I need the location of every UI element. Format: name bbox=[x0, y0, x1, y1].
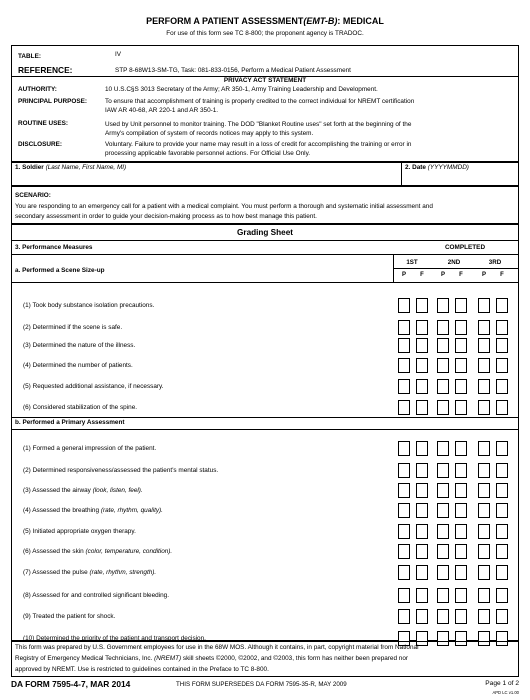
section-b-item-1 bbox=[23, 445, 156, 452]
footer-note-line-2b: skill sheets ©2000, ©2002, and ©2003, this form has neither been prepared nor bbox=[182, 655, 409, 662]
section-b-item-6-pass-checkbox-1[interactable] bbox=[398, 544, 410, 559]
completed-label: COMPLETED bbox=[444, 244, 486, 251]
table-value: IV bbox=[115, 51, 122, 58]
section-b-item-hint: (rate, rhythm, quality). bbox=[100, 507, 163, 514]
form-subtitle: For use of this form see TC 8-800; the proponent agency is TRADOC. bbox=[166, 30, 364, 37]
section-b-item-6-fail-checkbox-2[interactable] bbox=[455, 544, 467, 559]
section-a-item-5-fail-checkbox-3[interactable] bbox=[496, 379, 508, 394]
section-a-item-6-pass-checkbox-2[interactable] bbox=[437, 400, 449, 415]
section-b-item-8 bbox=[23, 592, 169, 599]
section-b-item-8-fail-checkbox-2[interactable] bbox=[455, 588, 467, 603]
soldier-hint: (Last Name, First Name, MI) bbox=[45, 164, 127, 171]
section-b-item-text: (10) Determined the priority of the patient and transport decision. bbox=[23, 635, 206, 642]
section-b-item-9-pass-checkbox-3[interactable] bbox=[478, 609, 490, 624]
section-b-item-6-fail-checkbox-1[interactable] bbox=[416, 544, 428, 559]
table-label: TABLE: bbox=[18, 53, 41, 60]
section-b-item-3-pass-checkbox-1[interactable] bbox=[398, 483, 410, 498]
section-b-item-9-fail-checkbox-2[interactable] bbox=[455, 609, 467, 624]
section-b-item-hint: (look, listen, feel). bbox=[92, 487, 143, 494]
section-a-item-text: (6) Considered stabilization of the spine. bbox=[23, 404, 138, 411]
section-a-item-5 bbox=[23, 383, 164, 390]
form-title bbox=[0, 16, 530, 26]
section-b-item-text: (8) Assessed for and controlled significant bleeding. bbox=[23, 592, 170, 599]
section-a-item-2-pass-checkbox-3[interactable] bbox=[478, 320, 490, 335]
section-a-item-3-fail-checkbox-1[interactable] bbox=[416, 338, 428, 353]
section-a-item-4 bbox=[23, 362, 133, 369]
section-a-item-3 bbox=[23, 342, 135, 349]
attempt-header-2: 2ND bbox=[447, 259, 461, 266]
authority-label: AUTHORITY: bbox=[18, 86, 57, 93]
version-label: APD LC v1.00 bbox=[492, 690, 519, 695]
section-a-item-2 bbox=[23, 324, 122, 331]
scenario-line-2: secondary assessment in order to guide your decision-making process as to how best manage this patient. bbox=[15, 213, 317, 220]
section-b-item-9 bbox=[23, 613, 115, 620]
footer-note-line-2-em: (NREMT) bbox=[154, 655, 182, 662]
page-number: Page 1 of 2 bbox=[485, 680, 519, 687]
pf-header-p-1: P bbox=[401, 272, 406, 278]
section-a-item-1-pass-checkbox-2[interactable] bbox=[437, 298, 449, 313]
section-b-item-8-pass-checkbox-3[interactable] bbox=[478, 588, 490, 603]
section-b-item-5-pass-checkbox-2[interactable] bbox=[437, 524, 449, 539]
pf-header-p-2: P bbox=[440, 272, 445, 278]
section-b-item-3-fail-checkbox-3[interactable] bbox=[496, 483, 508, 498]
section-a-item-text: (2) Determined if the scene is safe. bbox=[23, 324, 123, 331]
soldier-label: 1. Soldier bbox=[15, 164, 44, 171]
section-b-item-9-fail-checkbox-1[interactable] bbox=[416, 609, 428, 624]
privacy-title: PRIVACY ACT STATEMENT bbox=[223, 77, 307, 84]
routine-value-1: Used by Unit personnel to monitor training. The DOD "Blanket Routine uses" set forth at the beginning of the bbox=[105, 121, 412, 128]
section-a-item-2-fail-checkbox-1[interactable] bbox=[416, 320, 428, 335]
section-b-item-5 bbox=[23, 528, 136, 535]
section-b-item-2-pass-checkbox-2[interactable] bbox=[437, 463, 449, 478]
section-b-item-7-fail-checkbox-3[interactable] bbox=[496, 565, 508, 580]
section-b-item-5-fail-checkbox-2[interactable] bbox=[455, 524, 467, 539]
section-b-label: b. Performed a Primary Assessment bbox=[15, 419, 125, 426]
section-a-item-2-fail-checkbox-2[interactable] bbox=[455, 320, 467, 335]
grading-title: Grading Sheet bbox=[237, 228, 293, 237]
section-a-item-6 bbox=[23, 404, 137, 411]
section-b-item-1-fail-checkbox-2[interactable] bbox=[455, 441, 467, 456]
authority-value: 10 U.S.C§S 3013 Secretary of the Army; AR 350-1, Army Training Leadership and Development. bbox=[105, 86, 378, 93]
section-a-item-3-fail-checkbox-3[interactable] bbox=[496, 338, 508, 353]
section-b-item-1-fail-checkbox-3[interactable] bbox=[496, 441, 508, 456]
section-a-item-3-pass-checkbox-1[interactable] bbox=[398, 338, 410, 353]
section-a-item-1-pass-checkbox-3[interactable] bbox=[478, 298, 490, 313]
attempt-header-1: 1ST bbox=[406, 259, 418, 266]
section-a-item-5-pass-checkbox-1[interactable] bbox=[398, 379, 410, 394]
section-b-item-3 bbox=[23, 487, 143, 494]
pf-header-p-3: P bbox=[481, 272, 486, 278]
header-bottom-divider bbox=[11, 282, 519, 283]
routine-value-2: Army's compilation of system of records notices may apply to this system. bbox=[105, 130, 314, 137]
section-b-item-8-fail-checkbox-1[interactable] bbox=[416, 588, 428, 603]
section-b-item-9-pass-checkbox-2[interactable] bbox=[437, 609, 449, 624]
section-a-item-5-fail-checkbox-1[interactable] bbox=[416, 379, 428, 394]
section-a-item-4-pass-checkbox-3[interactable] bbox=[478, 358, 490, 373]
section-b-item-2-pass-checkbox-3[interactable] bbox=[478, 463, 490, 478]
section-b-item-3-pass-checkbox-2[interactable] bbox=[437, 483, 449, 498]
measures-label: 3. Performance Measures bbox=[15, 244, 93, 251]
section-a-item-6-pass-checkbox-3[interactable] bbox=[478, 400, 490, 415]
section-b-item-1-fail-checkbox-1[interactable] bbox=[416, 441, 428, 456]
section-b-item-text: (5) Initiated appropriate oxygen therapy. bbox=[23, 528, 136, 535]
section-a-item-3-pass-checkbox-2[interactable] bbox=[437, 338, 449, 353]
soldier-date-divider bbox=[401, 162, 402, 186]
pf-header-f-1: F bbox=[420, 272, 424, 278]
section-a-item-3-fail-checkbox-2[interactable] bbox=[455, 338, 467, 353]
section-b-item-7-pass-checkbox-1[interactable] bbox=[398, 565, 410, 580]
section-b-item-4 bbox=[23, 507, 163, 514]
section-b-item-7 bbox=[23, 569, 156, 576]
disclosure-value-2: processing applicable favorable personnel actions. For Official Use Only. bbox=[105, 150, 311, 157]
section-b-item-text: (7) Assessed the pulse bbox=[23, 569, 88, 576]
section-b-item-text: (6) Assessed the skin bbox=[23, 548, 84, 555]
section-b-item-text: (4) Assessed the breathing bbox=[23, 507, 100, 514]
section-b-item-3-pass-checkbox-3[interactable] bbox=[478, 483, 490, 498]
section-a-item-text: (4) Determined the number of patients. bbox=[23, 362, 133, 369]
footer-note-line-3: approved by NREMT. Use is restricted to guidelines contained in the Preface to TC 8-800. bbox=[15, 666, 269, 673]
section-b-item-7-pass-checkbox-3[interactable] bbox=[478, 565, 490, 580]
section-b-item-2 bbox=[23, 467, 218, 474]
section-a-item-1-pass-checkbox-1[interactable] bbox=[398, 298, 410, 313]
section-a-item-1-fail-checkbox-3[interactable] bbox=[496, 298, 508, 313]
date-label: 2. Date bbox=[405, 164, 426, 171]
section-b-item-text: (2) Determined responsiveness/assessed the patient's mental status. bbox=[23, 467, 219, 474]
purpose-label: PRINCIPAL PURPOSE: bbox=[18, 98, 88, 105]
section-b-item-1-pass-checkbox-3[interactable] bbox=[478, 441, 490, 456]
section-a-item-6-fail-checkbox-3[interactable] bbox=[496, 400, 508, 415]
section-a-item-1-fail-checkbox-1[interactable] bbox=[416, 298, 428, 313]
section-b-item-1-pass-checkbox-2[interactable] bbox=[437, 441, 449, 456]
section-a-item-2-pass-checkbox-1[interactable] bbox=[398, 320, 410, 335]
pf-header-f-3: F bbox=[500, 272, 504, 278]
supersedes-text: THIS FORM SUPERSEDES DA FORM 7595-35-R, MAY 2009 bbox=[176, 681, 347, 688]
section-a-item-1-fail-checkbox-2[interactable] bbox=[455, 298, 467, 313]
scenario-line-1: You are responding to an emergency call for a patient with a medical complaint. You must perform a thorough and systematic initial assessment and bbox=[15, 203, 433, 210]
section-b-item-3-fail-checkbox-2[interactable] bbox=[455, 483, 467, 498]
form-title-em: (EMT-B) bbox=[303, 16, 338, 26]
form-title-main: PERFORM A PATIENT ASSESSMENT bbox=[146, 16, 304, 26]
section-a-item-4-fail-checkbox-3[interactable] bbox=[496, 358, 508, 373]
footer-note-line-2 bbox=[15, 655, 408, 663]
section-b-item-4-pass-checkbox-3[interactable] bbox=[478, 503, 490, 518]
section-b-item-6-pass-checkbox-2[interactable] bbox=[437, 544, 449, 559]
section-b-label-divider bbox=[11, 429, 519, 430]
measures-divider bbox=[11, 254, 519, 255]
routine-label: ROUTINE USES: bbox=[18, 120, 69, 127]
section-b-item-8-fail-checkbox-3[interactable] bbox=[496, 588, 508, 603]
section-a-item-6-fail-checkbox-1[interactable] bbox=[416, 400, 428, 415]
section-a-item-text: (1) Took body substance isolation precautions. bbox=[23, 302, 155, 309]
section-a-item-4-pass-checkbox-1[interactable] bbox=[398, 358, 410, 373]
section-b-item-4-fail-checkbox-3[interactable] bbox=[496, 503, 508, 518]
disclosure-label: DISCLOSURE: bbox=[18, 141, 63, 148]
section-a-label: a. Performed a Scene Size-up bbox=[15, 267, 105, 274]
section-b-item-5-fail-checkbox-1[interactable] bbox=[416, 524, 428, 539]
section-b-item-4-pass-checkbox-2[interactable] bbox=[437, 503, 449, 518]
form-id: DA FORM 7595-4-7, MAR 2014 bbox=[11, 679, 131, 689]
footer-note-line-2a: Registry of Emergency Medical Technicians, Inc. bbox=[15, 655, 153, 662]
section-b-item-4-pass-checkbox-1[interactable] bbox=[398, 503, 410, 518]
purpose-value-1: To ensure that accomplishment of training is properly credited to the correct individual for NREMT certification bbox=[105, 98, 415, 105]
scenario-label: SCENARIO: bbox=[15, 192, 51, 199]
section-b-item-2-fail-checkbox-2[interactable] bbox=[455, 463, 467, 478]
section-b-item-7-fail-checkbox-1[interactable] bbox=[416, 565, 428, 580]
section-b-item-8-pass-checkbox-1[interactable] bbox=[398, 588, 410, 603]
section-a-item-1 bbox=[23, 302, 154, 309]
section-b-item-9-pass-checkbox-1[interactable] bbox=[398, 609, 410, 624]
section-b-item-9-fail-checkbox-3[interactable] bbox=[496, 609, 508, 624]
section-a-item-5-pass-checkbox-2[interactable] bbox=[437, 379, 449, 394]
pf-header-f-2: F bbox=[459, 272, 463, 278]
section-a-item-4-fail-checkbox-1[interactable] bbox=[416, 358, 428, 373]
section-b-item-5-fail-checkbox-3[interactable] bbox=[496, 524, 508, 539]
section-b-item-1-pass-checkbox-1[interactable] bbox=[398, 441, 410, 456]
section-a-item-6-fail-checkbox-2[interactable] bbox=[455, 400, 467, 415]
purpose-value-2: IAW AR 40-68, AR 220-1 and AR 350-1. bbox=[105, 107, 219, 114]
section-b-item-6 bbox=[23, 548, 172, 555]
disclosure-value-1: Voluntary. Failure to provide your name may result in a loss of credit for accomplishing the training or error in bbox=[105, 141, 412, 148]
date-hint: (YYYYMMDD) bbox=[427, 164, 469, 171]
reference-value: STP 8-68W13-SM-TG, Task: 081-833-0156, Perform a Medical Patient Assessment bbox=[115, 67, 351, 74]
section-a-item-2-fail-checkbox-3[interactable] bbox=[496, 320, 508, 335]
footer-note-line-1: This form was prepared by U.S. Government employees for use in the 68W MOS. Although it contains, in part, copyright material from National bbox=[15, 644, 419, 651]
section-b-item-4-fail-checkbox-1[interactable] bbox=[416, 503, 428, 518]
section-b-item-text: (9) Treated the patient for shock. bbox=[23, 613, 116, 620]
section-b-item-hint: (rate, rhythm, strength). bbox=[89, 569, 157, 576]
section-b-item-2-fail-checkbox-1[interactable] bbox=[416, 463, 428, 478]
section-a-item-5-pass-checkbox-3[interactable] bbox=[478, 379, 490, 394]
section-b-item-6-fail-checkbox-3[interactable] bbox=[496, 544, 508, 559]
attempt-header-3: 3RD bbox=[488, 259, 502, 266]
section-b-item-5-pass-checkbox-1[interactable] bbox=[398, 524, 410, 539]
section-b-item-5-pass-checkbox-3[interactable] bbox=[478, 524, 490, 539]
section-a-item-5-fail-checkbox-2[interactable] bbox=[455, 379, 467, 394]
section-b-item-4-fail-checkbox-2[interactable] bbox=[455, 503, 467, 518]
section-a-item-text: (5) Requested additional assistance, if necessary. bbox=[23, 383, 164, 390]
section-a-item-2-pass-checkbox-2[interactable] bbox=[437, 320, 449, 335]
reference-label: REFERENCE: bbox=[18, 65, 73, 75]
date-field[interactable] bbox=[405, 164, 517, 184]
section-b-item-3-fail-checkbox-1[interactable] bbox=[416, 483, 428, 498]
section-b-item-7-fail-checkbox-2[interactable] bbox=[455, 565, 467, 580]
section-b-item-2-pass-checkbox-1[interactable] bbox=[398, 463, 410, 478]
form-title-suffix: : MEDICAL bbox=[337, 16, 384, 26]
section-b-item-hint: (color, temperature, condition). bbox=[85, 548, 173, 555]
section-a-item-6-pass-checkbox-1[interactable] bbox=[398, 400, 410, 415]
section-a-item-4-pass-checkbox-2[interactable] bbox=[437, 358, 449, 373]
section-b-item-6-pass-checkbox-3[interactable] bbox=[478, 544, 490, 559]
attempts-divider bbox=[393, 268, 519, 269]
section-b-divider bbox=[11, 417, 519, 418]
section-a-item-4-fail-checkbox-2[interactable] bbox=[455, 358, 467, 373]
section-b-item-text: (3) Assessed the airway bbox=[23, 487, 91, 494]
grading-title-divider bbox=[11, 240, 519, 241]
section-a-item-text: (3) Determined the nature of the illness. bbox=[23, 342, 136, 349]
section-b-item-2-fail-checkbox-3[interactable] bbox=[496, 463, 508, 478]
section-b-item-text: (1) Formed a general impression of the patient. bbox=[23, 445, 157, 452]
section-b-item-8-pass-checkbox-2[interactable] bbox=[437, 588, 449, 603]
section-a-item-3-pass-checkbox-3[interactable] bbox=[478, 338, 490, 353]
soldier-field[interactable] bbox=[15, 164, 399, 184]
section-b-item-7-pass-checkbox-2[interactable] bbox=[437, 565, 449, 580]
